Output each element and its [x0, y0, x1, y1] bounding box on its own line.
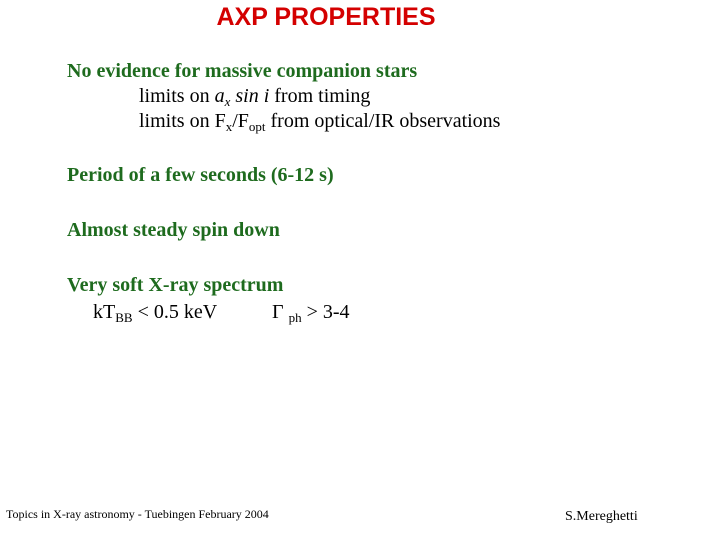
- ax-variable: a: [214, 85, 225, 107]
- kt-prefix: kT: [93, 301, 116, 323]
- footer-author: S.Mereghetti: [565, 509, 638, 524]
- period-heading: Period of a few seconds (6-12 s): [67, 164, 334, 186]
- kt-line: [93, 301, 217, 324]
- gamma-line: [272, 301, 350, 324]
- slide-title: AXP PROPERTIES: [216, 3, 436, 31]
- footer-left: Topics in X-ray astronomy - Tuebingen February 2004: [6, 507, 269, 521]
- flux-mid: /F: [232, 110, 249, 132]
- fx-subscript: x: [225, 119, 233, 134]
- spectrum-heading: Very soft X-ray spectrum: [67, 274, 284, 296]
- sin-i-text: sin i: [230, 85, 270, 107]
- flux-suffix: from optical/IR observations: [265, 110, 501, 132]
- spin-heading: Almost steady spin down: [67, 219, 280, 241]
- flux-prefix: limits on F: [139, 110, 226, 132]
- gamma-suffix: > 3-4: [301, 301, 350, 323]
- timing-prefix: limits on: [139, 85, 215, 107]
- ax-subscript: x: [224, 94, 231, 109]
- companion-heading: No evidence for massive companion stars: [67, 60, 418, 82]
- timing-limits-line: [139, 85, 370, 108]
- gamma-subscript: ph: [288, 310, 302, 325]
- kt-suffix: < 0.5 keV: [132, 301, 218, 323]
- gamma-symbol: Γ: [272, 301, 284, 323]
- fopt-subscript: opt: [248, 119, 266, 134]
- flux-limits-line: [139, 110, 500, 133]
- kt-subscript: BB: [115, 310, 133, 325]
- timing-suffix: from timing: [269, 85, 371, 107]
